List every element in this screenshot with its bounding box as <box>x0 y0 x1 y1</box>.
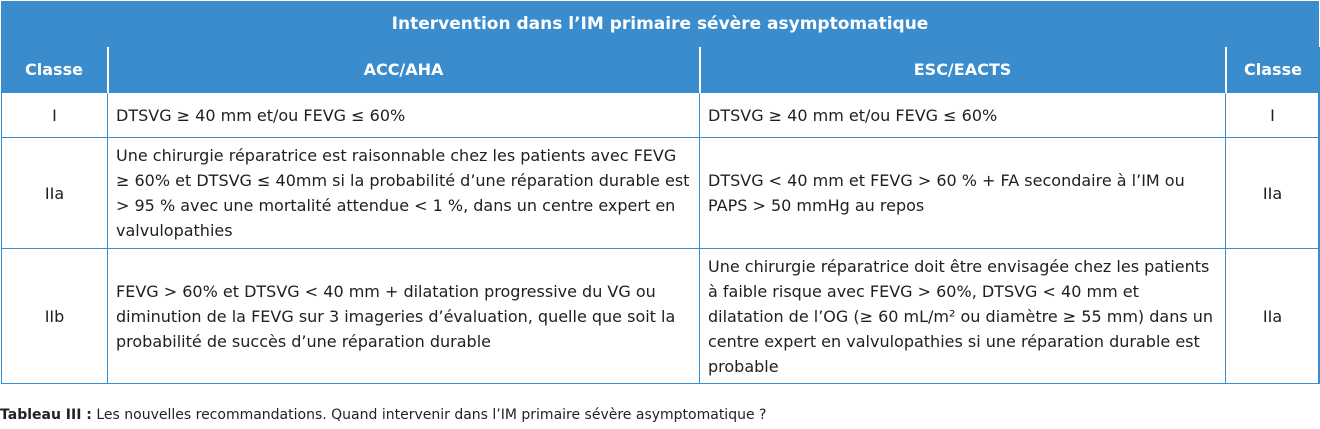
table-title <box>1 1 1319 47</box>
recommendations-table <box>1 47 1320 384</box>
header-classe-left: Classe <box>2 47 108 93</box>
header-row <box>2 47 1320 93</box>
table-row <box>2 93 1320 138</box>
class-left-cell: IIa <box>2 138 108 249</box>
class-right-cell: IIa <box>1226 138 1320 249</box>
esc-eacts-cell: DTSVG < 40 mm et FEVG > 60 % + FA secondaire à l’IM ou PAPS > 50 mmHg au repos <box>700 138 1226 249</box>
acc-aha-cell: DTSVG ≥ 40 mm et/ou FEVG ≤ 60% <box>108 93 700 138</box>
esc-eacts-cell: DTSVG ≥ 40 mm et/ou FEVG ≤ 60% <box>700 93 1226 138</box>
caption-label: Tableau III : <box>0 407 92 423</box>
class-left-cell: IIb <box>2 249 108 384</box>
acc-aha-cell: Une chirurgie réparatrice est raisonnable chez les patients avec FEVG ≥ 60% et DTSVG ≤ 40mm si la probabilité d’une réparation durable est > 95 % avec une mortalité attendue < 1 %, dans un centre expert en valvulopathies <box>108 138 700 249</box>
header-esc-eacts: ESC/EACTS <box>700 47 1226 93</box>
class-left-cell: I <box>2 93 108 138</box>
caption-text: Les nouvelles recommandations. Quand intervenir dans l’IM primaire sévère asymptomatique ? <box>91 407 767 423</box>
acc-aha-cell: FEVG > 60% et DTSVG < 40 mm + dilatation progressive du VG ou diminution de la FEVG sur 3 imageries d’évaluation, quelle que soit la probabilité de succès d’une réparation durable <box>108 249 700 384</box>
table-row <box>2 138 1320 249</box>
table-title-text: Intervention dans l’IM primaire sévère asymptomatique <box>391 14 929 34</box>
table-caption <box>0 407 766 423</box>
esc-eacts-cell: Une chirurgie réparatrice doit être envisagée chez les patients à faible risque avec FEVG > 60%, DTSVG < 40 mm et dilatation de l’OG (≥ 60 mL/m² ou diamètre ≥ 55 mm) dans un centre expert en valvulopathies si une réparation durable est probable <box>700 249 1226 384</box>
class-right-cell: I <box>1226 93 1320 138</box>
header-acc-aha: ACC/AHA <box>108 47 700 93</box>
header-classe-right: Classe <box>1226 47 1320 93</box>
class-right-cell: IIa <box>1226 249 1320 384</box>
table-row <box>2 249 1320 384</box>
